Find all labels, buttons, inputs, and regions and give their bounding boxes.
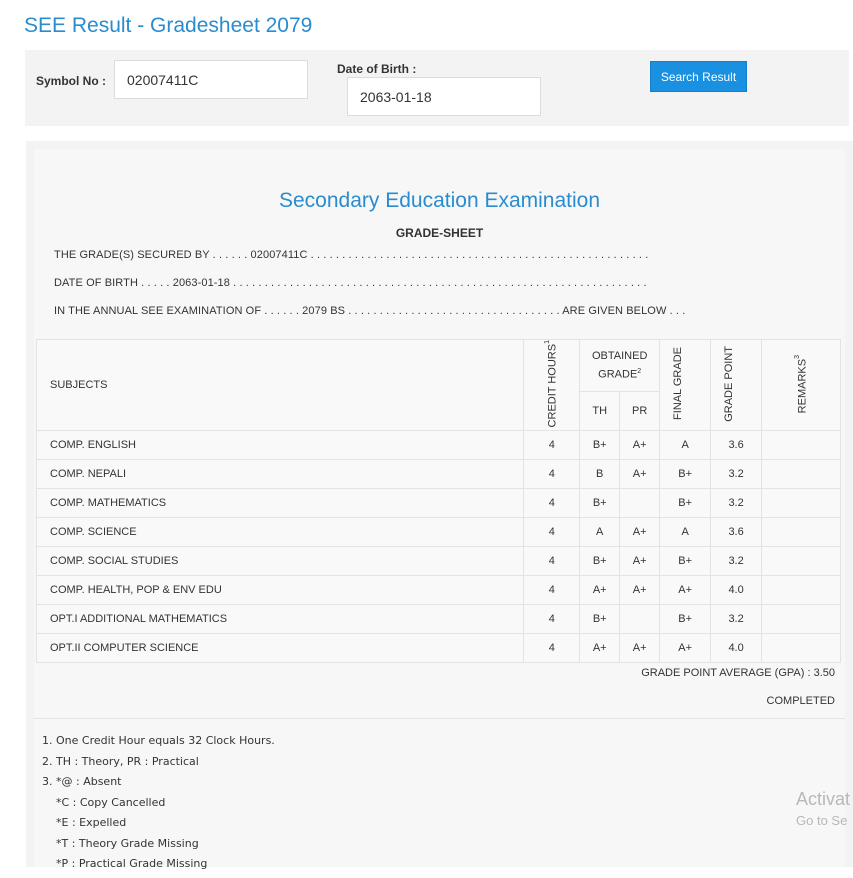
final-grade-cell: B+ bbox=[660, 605, 711, 634]
subject-cell: COMP. ENGLISH bbox=[37, 431, 524, 460]
remarks-cell bbox=[762, 576, 841, 605]
credit-cell: 4 bbox=[524, 460, 580, 489]
footnotes bbox=[42, 734, 275, 878]
gradesheet-heading: GRADE-SHEET bbox=[395, 226, 484, 240]
th-grade-cell: B+ bbox=[580, 547, 620, 576]
footnote: *E : Expelled bbox=[56, 816, 127, 829]
th-grade-cell: B+ bbox=[580, 431, 620, 460]
grades-table bbox=[36, 339, 841, 663]
th-grade-cell: B+ bbox=[580, 489, 620, 518]
watermark-line-1: Activat bbox=[796, 789, 851, 809]
remarks-cell bbox=[762, 634, 841, 663]
table-row bbox=[37, 605, 841, 634]
examination-line: IN THE ANNUAL SEE EXAMINATION OF . . . . . . 2079 BS . . . . . . . . . . . . . . . . . . . . . . . . . . . . . . . . . . ARE GIVEN BELOW . . . bbox=[54, 305, 686, 317]
pr-grade-cell: A+ bbox=[620, 460, 660, 489]
grade-point-cell: 3.2 bbox=[711, 547, 762, 576]
remarks-cell bbox=[762, 547, 841, 576]
final-grade-cell: A bbox=[660, 431, 711, 460]
grade-point-cell: 3.6 bbox=[711, 431, 762, 460]
symbol-no-input[interactable] bbox=[114, 60, 308, 99]
subject-cell: OPT.I ADDITIONAL MATHEMATICS bbox=[37, 605, 524, 634]
watermark-line-2: Go to Se bbox=[796, 813, 848, 828]
remarks-header: REMARKS$^3$ bbox=[762, 340, 841, 431]
credit-cell: 4 bbox=[524, 518, 580, 547]
subject-cell: COMP. SOCIAL STUDIES bbox=[37, 547, 524, 576]
date-of-birth-line: DATE OF BIRTH . . . . . 2063-01-18 . . . . . . . . . . . . . . . . . . . . . . . . . . . . . . . . . . . . . . . . . . . . . . . . . . . . . . . . . . . . . . . . . . bbox=[54, 277, 647, 289]
grade-point-cell: 3.2 bbox=[711, 605, 762, 634]
final-grade-cell: B+ bbox=[660, 460, 711, 489]
th-grade-cell: B+ bbox=[580, 605, 620, 634]
subject-cell: COMP. SCIENCE bbox=[37, 518, 524, 547]
credit-cell: 4 bbox=[524, 576, 580, 605]
pr-grade-cell: A+ bbox=[620, 431, 660, 460]
credit-hours-header: CREDIT HOURS$^1$ bbox=[524, 340, 580, 431]
th-grade-cell: A bbox=[580, 518, 620, 547]
th-header: TH bbox=[580, 392, 620, 431]
obtained-grade-header: OBTAINED GRADE$^2$ bbox=[580, 340, 660, 392]
status-text: COMPLETED bbox=[766, 695, 835, 707]
final-grade-header: FINAL GRADE bbox=[660, 340, 711, 431]
page-title: SEE Result - Gradesheet 2079 bbox=[24, 14, 313, 37]
subject-cell: COMP. HEALTH, POP & ENV EDU bbox=[37, 576, 524, 605]
date-of-birth-label: Date of Birth : bbox=[337, 62, 417, 76]
pr-grade-cell: A+ bbox=[620, 547, 660, 576]
grade-point-cell: 3.2 bbox=[711, 489, 762, 518]
table-row bbox=[37, 460, 841, 489]
secured-by-line: THE GRADE(S) SECURED BY . . . . . . 02007411C . . . . . . . . . . . . . . . . . . . . . . . . . . . . . . . . . . . . . . . . . . . . . . . . . . . . . . bbox=[54, 249, 649, 261]
remarks-cell bbox=[762, 489, 841, 518]
table-row bbox=[37, 576, 841, 605]
pr-grade-cell: A+ bbox=[620, 576, 660, 605]
table-row bbox=[37, 431, 841, 460]
grade-point-cell: 4.0 bbox=[711, 634, 762, 663]
subject-cell: OPT.II COMPUTER SCIENCE bbox=[37, 634, 524, 663]
credit-cell: 4 bbox=[524, 547, 580, 576]
divider bbox=[34, 718, 845, 719]
final-grade-cell: A+ bbox=[660, 576, 711, 605]
remarks-cell bbox=[762, 460, 841, 489]
footnote: 1. One Credit Hour equals 32 Clock Hours. bbox=[42, 734, 275, 747]
credit-cell: 4 bbox=[524, 489, 580, 518]
gpa-text: GRADE POINT AVERAGE (GPA) : 3.50 bbox=[641, 667, 835, 679]
footnote: 3. *@ : Absent bbox=[42, 775, 122, 788]
gradesheet-panel bbox=[26, 141, 853, 870]
pr-grade-cell: A+ bbox=[620, 518, 660, 547]
final-grade-cell: B+ bbox=[660, 489, 711, 518]
grade-point-header: GRADE POINT bbox=[711, 340, 762, 431]
footnote: *T : Theory Grade Missing bbox=[56, 836, 199, 850]
date-of-birth-input[interactable] bbox=[347, 77, 541, 116]
final-grade-cell: A+ bbox=[660, 634, 711, 663]
credit-cell: 4 bbox=[524, 431, 580, 460]
final-grade-cell: B+ bbox=[660, 547, 711, 576]
th-grade-cell: A+ bbox=[580, 576, 620, 605]
subjects-header: SUBJECTS bbox=[37, 340, 524, 431]
exam-title: Secondary Education Examination bbox=[278, 189, 601, 212]
remarks-cell bbox=[762, 518, 841, 547]
activation-watermark bbox=[796, 789, 850, 828]
table-row bbox=[37, 547, 841, 576]
footnote: 2. TH : Theory, PR : Practical bbox=[42, 754, 199, 768]
pr-grade-cell bbox=[620, 489, 660, 518]
table-row bbox=[37, 518, 841, 547]
grade-point-cell: 4.0 bbox=[711, 576, 762, 605]
credit-cell: 4 bbox=[524, 634, 580, 663]
credit-cell: 4 bbox=[524, 605, 580, 634]
remarks-cell bbox=[762, 605, 841, 634]
search-result-button[interactable]: Search Result bbox=[650, 61, 747, 92]
pr-header: PR bbox=[620, 392, 660, 431]
pr-grade-cell bbox=[620, 605, 660, 634]
symbol-no-label: Symbol No : bbox=[36, 74, 107, 88]
grade-point-cell: 3.6 bbox=[711, 518, 762, 547]
subject-cell: COMP. NEPALI bbox=[37, 460, 524, 489]
table-row bbox=[37, 634, 841, 663]
subject-cell: COMP. MATHEMATICS bbox=[37, 489, 524, 518]
th-grade-cell: B bbox=[580, 460, 620, 489]
search-panel bbox=[25, 50, 849, 126]
grade-point-cell: 3.2 bbox=[711, 460, 762, 489]
th-grade-cell: A+ bbox=[580, 634, 620, 663]
pr-grade-cell: A+ bbox=[620, 634, 660, 663]
final-grade-cell: A bbox=[660, 518, 711, 547]
table-row bbox=[37, 489, 841, 518]
remarks-cell bbox=[762, 431, 841, 460]
footnote: *P : Practical Grade Missing bbox=[56, 857, 208, 870]
footnote: *C : Copy Cancelled bbox=[56, 795, 166, 809]
gradesheet bbox=[34, 149, 845, 870]
